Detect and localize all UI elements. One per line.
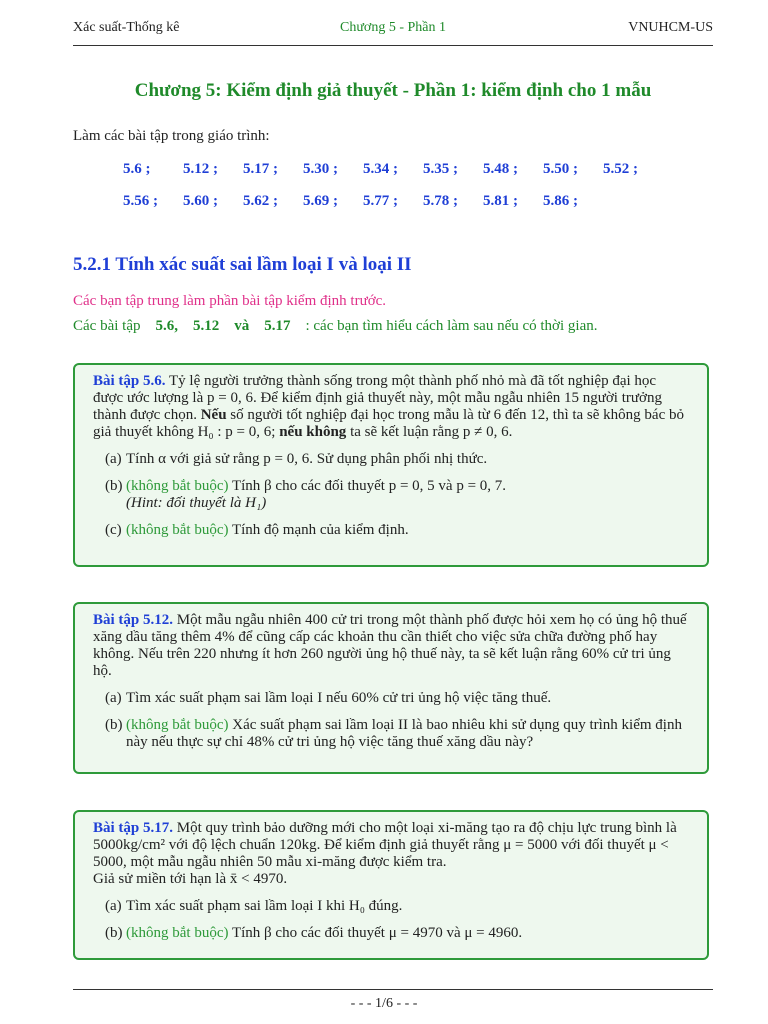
subquestion-label: (b) [105, 478, 123, 494]
optional-ex-c: 5.17 [264, 318, 291, 334]
section-title: 5.2.1 Tính xác suất sai lầm loại I và loại II [73, 254, 412, 275]
emphasis: Nếu [200, 407, 227, 423]
exercise-ref: 5.78 ; [423, 193, 458, 209]
subquestion-label: (b) [105, 717, 123, 733]
exercise-ref: 5.6 ; [123, 161, 151, 177]
exercise-text: ta sẽ kết luận rằng p ≠ 0, 6. [350, 424, 513, 440]
exercise-ref: 5.50 ; [543, 161, 578, 177]
optional-note-suffix: : các bạn tìm hiểu cách làm sau nếu có thời gian. [305, 318, 598, 334]
page-number: - - - 1/6 - - - [350, 996, 418, 1011]
subquestion-text: Tính độ mạnh của kiểm định. [231, 522, 409, 538]
exercise-ref: 5.17 ; [243, 161, 278, 177]
exercise-heading: Bài tập 5.17. [93, 820, 174, 836]
exercise-ref: 5.60 ; [183, 193, 218, 209]
footer-rule [73, 989, 713, 990]
header-chapter: Chương 5 - Phần 1 [340, 20, 446, 35]
exercise-statement [93, 820, 689, 888]
exercise-ref: 5.62 ; [243, 193, 278, 209]
exercise-list-row-2 [123, 193, 603, 210]
subquestion-a [93, 690, 689, 707]
subquestion-b [93, 925, 689, 942]
subquestion-a [93, 898, 689, 915]
subquestion-text: Xác suất phạm sai lầm loại II là bao nhiêu khi sử dụng quy trình kiểm định này nếu thực sự chỉ 48% cử tri ủng hộ việc tăng thuế xăng dầu này? [126, 717, 682, 750]
exercise-statement [93, 612, 689, 680]
optional-ex-b: 5.12 [192, 318, 220, 334]
exercise-box-5-17 [73, 810, 709, 960]
exercise-list-row-1 [123, 161, 663, 178]
optional-note [73, 318, 597, 335]
optional-tag: (không bắt buộc) [126, 522, 229, 538]
exercise-ref: 5.34 ; [363, 161, 398, 177]
exercise-text: Một quy trình bảo dưỡng mới cho một loại xi-măng tạo ra độ chịu lực trung bình là 5000kg/cm² với độ lệch chuẩn 120kg. Để kiểm định giả thuyết rằng μ = 5000 với đối thuyết μ < 5000, một mẫu ngẫu nhiên 50 mẫu xi-măng được kiểm tra. [93, 820, 677, 870]
subquestion-text: Tìm xác suất phạm sai lầm loại I nếu 60% cử tri ủng hộ việc tăng thuế. [126, 690, 552, 706]
subquestion-text: Tìm xác suất phạm sai lầm loại I khi H₀ đúng. [126, 898, 403, 914]
optional-ex-a: 5.6, [155, 318, 178, 334]
exercise-heading: Bài tập 5.12. [93, 612, 174, 628]
exercise-text: Tỷ lệ người trưởng thành sống trong một thành phố nhỏ mà đã tốt nghiệp đại học được ước lượng là p = 0, 6. Để kiểm định giả thuyết này, một mẫu ngẫu nhiên 15 người trưởng thành được chọn. [93, 373, 662, 423]
exercise-text: Giả sử miền tới hạn là x̄ < 4970. [93, 871, 288, 887]
exercise-ref: 5.56 ; [123, 193, 158, 209]
exercise-ref: 5.52 ; [603, 161, 638, 177]
subquestion-label: (a) [105, 898, 122, 914]
subquestion-b [93, 717, 689, 751]
priority-note: Các bạn tập trung làm phần bài tập kiểm định trước. [73, 293, 387, 309]
exercise-ref: 5.12 ; [183, 161, 218, 177]
subquestion-label: (a) [105, 451, 122, 467]
header-subject: Xác suất-Thống kê [73, 20, 180, 35]
subquestion-text: Tính β cho các đối thuyết p = 0, 5 và p = 0, 7. [231, 478, 507, 494]
exercise-box-5-6 [73, 363, 709, 567]
emphasis: nếu không [279, 424, 347, 440]
subquestion-label: (c) [105, 522, 122, 538]
exercise-box-5-12 [73, 602, 709, 774]
hint-text: (Hint: đối thuyết là H₁) [126, 495, 267, 511]
subquestion-b [93, 478, 689, 512]
exercise-ref: 5.35 ; [423, 161, 458, 177]
exercise-ref: 5.86 ; [543, 193, 578, 209]
exercise-ref: 5.30 ; [303, 161, 338, 177]
exercise-ref: 5.69 ; [303, 193, 338, 209]
subquestion-text: Tính β cho các đối thuyết μ = 4970 và μ = 4960. [231, 925, 523, 941]
subquestion-text: Tính α với giả sử rằng p = 0, 6. Sử dụng phân phối nhị thức. [126, 451, 488, 467]
optional-tag: (không bắt buộc) [126, 717, 229, 733]
chapter-title: Chương 5: Kiểm định giả thuyết - Phần 1: kiểm định cho 1 mẫu [134, 80, 652, 101]
exercise-text: số người tốt nghiệp đại học trong mẫu là từ 6 đến 12, thì ta sẽ không bác bỏ giả thuyết không H₀ : p = 0, 6; [93, 407, 684, 440]
header-rule [73, 45, 713, 46]
subquestion-label: (a) [105, 690, 122, 706]
exercise-text: Một mẫu ngẫu nhiên 400 cử tri trong một thành phố được hỏi xem họ có ủng hộ thuế xăng dầu tăng thêm 4% để cũng cấp các khoản thu cần thiết cho việc sửa chữa đường phố hay không. Nếu trên 220 nhưng ít hơn 260 người ủng hộ thuế này, ta sẽ kết luận rằng 60% cử tri ủng hộ. [93, 612, 687, 679]
subquestion-a [93, 451, 689, 468]
subquestion-label: (b) [105, 925, 123, 941]
exercise-ref: 5.81 ; [483, 193, 518, 209]
exercise-ref: 5.77 ; [363, 193, 398, 209]
exercise-statement [93, 373, 689, 441]
exercise-heading: Bài tập 5.6. [93, 373, 166, 389]
subquestion-c [93, 522, 689, 539]
exercise-ref: 5.48 ; [483, 161, 518, 177]
intro-text: Làm các bài tập trong giáo trình: [73, 128, 270, 144]
optional-and: và [234, 318, 250, 334]
optional-note-prefix: Các bài tập [73, 318, 141, 334]
optional-tag: (không bắt buộc) [126, 478, 229, 494]
header-institution: VNUHCM-US [628, 20, 713, 35]
page-header [73, 20, 713, 42]
optional-tag: (không bắt buộc) [126, 925, 229, 941]
